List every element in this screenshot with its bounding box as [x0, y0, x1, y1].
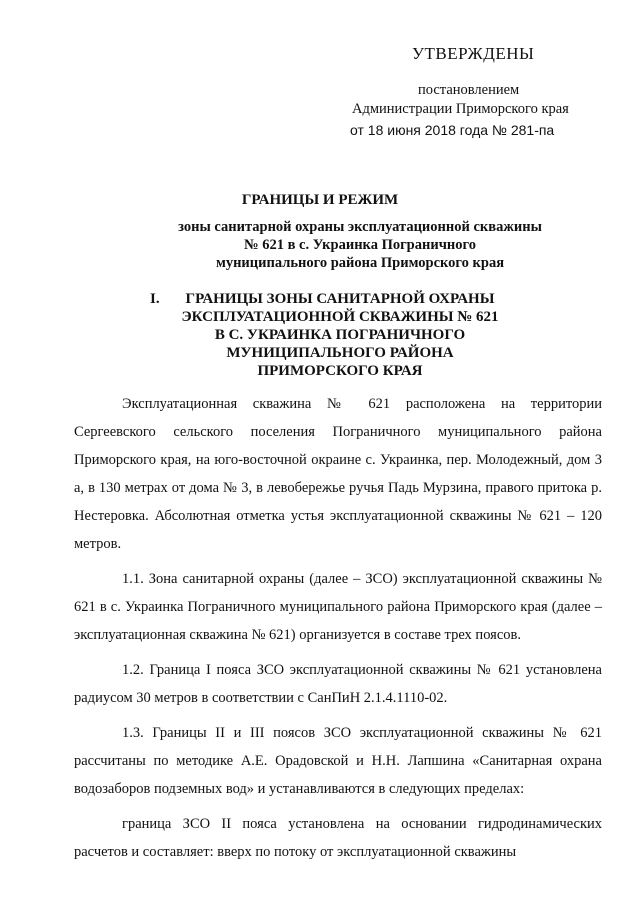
approval-line-3: от 18 июня 2018 года № 281-па [350, 122, 555, 138]
section-line-1: ГРАНИЦЫ ЗОНЫ САНИТАРНОЙ ОХРАНЫ [185, 291, 495, 307]
document-title: ГРАНИЦЫ И РЕЖИМ [241, 192, 399, 208]
section-line-2: ЭКСПЛУАТАЦИОННОЙ СКВАЖИНЫ № 621 [181, 309, 499, 325]
paragraph-1-1: 1.1. Зона санитарной охраны (далее – ЗСО) эксплуатационной скважины № 621 в с. Украинка Пограничного муниципального района Приморского края (далее – эксплуатационная скважина № 621) организуется в составе трех поясов. [74, 571, 602, 643]
approval-title: УТВЕРЖДЕНЫ [412, 44, 535, 63]
section-line-4: МУНИЦИПАЛЬНОГО РАЙОНА [226, 345, 454, 361]
approval-line-2: Администрации Приморского края [352, 101, 569, 117]
paragraph-1-3: 1.3. Границы II и III поясов ЗСО эксплуатационной скважины № 621 рассчитаны по методике А.Е. Орадовской и Н.Н. Лапшина «Санитарная охрана водозаборов подземных вод» и устанавливаются в следующих пределах: [74, 725, 602, 797]
section-heading [150, 290, 530, 380]
subtitle-line-1: зоны санитарной охраны эксплуатационной скважины [178, 219, 542, 235]
paragraph-1-2: 1.2. Граница I пояса ЗСО эксплуатационной скважины № 621 установлена радиусом 30 метров в соответствии с СанПиН 2.1.4.1110-02. [74, 662, 602, 706]
subtitle-line-2: № 621 в с. Украинка Пограничного [244, 237, 476, 253]
paragraph-intro: Эксплуатационная скважина № 621 расположена на территории Сергеевского сельского поселения Пограничного муниципального района Приморского края, на юго-восточной окраине с. Украинка, пер. Молодежный, дом 3 а, в 130 метрах от дома № 3, в левобережье ручья Падь Мурзина, правого притока р. Нестеровка. Абсолютная отметка устья эксплуатационной скважины № 621 – 120 метров. [74, 396, 602, 552]
approval-line-1: постановлением [418, 82, 520, 98]
document-subtitle [150, 218, 570, 272]
section-number: I. [150, 291, 160, 307]
document-body [74, 390, 602, 873]
section-line-3: В С. УКРАИНКА ПОГРАНИЧНОГО [214, 327, 466, 343]
subtitle-line-3: муниципального района Приморского края [215, 255, 505, 271]
paragraph-zone-2: граница ЗСО II пояса установлена на основании гидродинамических расчетов и составляет: вверх по потоку от эксплуатационной скважины [74, 816, 602, 860]
approval-block [340, 44, 600, 138]
section-line-5: ПРИМОРСКОГО КРАЯ [257, 363, 423, 379]
